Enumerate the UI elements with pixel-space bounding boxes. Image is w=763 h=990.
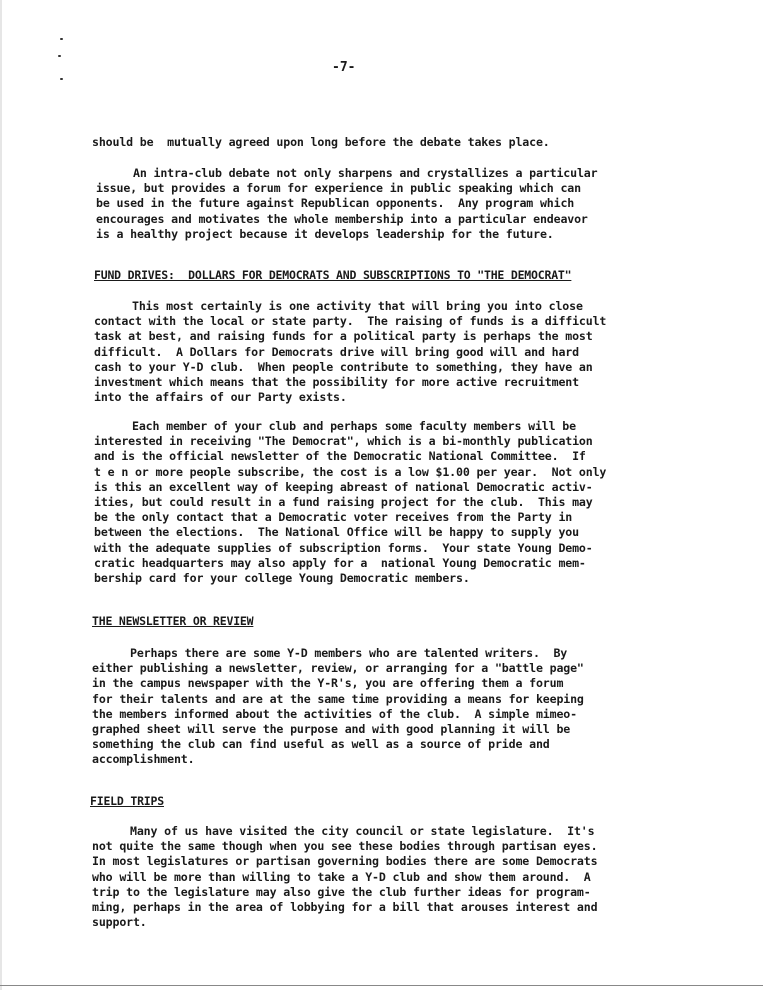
text-line: either publishing a newsletter, review, or arranging for a "battle page" xyxy=(92,661,584,676)
text-line: is a healthy project because it develops leadership for the future. xyxy=(96,226,554,241)
bottom-scan-edge xyxy=(0,985,763,986)
text-line: bership card for your college Young Democratic members. xyxy=(94,571,470,586)
text-line: Perhaps there are some Y-D members who are talented writers. By xyxy=(130,646,568,660)
text-line: into the affairs of our Party exists. xyxy=(94,390,347,405)
scan-speck xyxy=(58,55,61,57)
intra-club-paragraph xyxy=(96,166,668,242)
text-line: who will be more than willing to take a Y-D club and show them around. A xyxy=(92,869,591,884)
text-line: ities, but could result in a fund raising project for the club. This may xyxy=(94,495,593,510)
text-line: investment which means that the possibility for more active recruitment xyxy=(94,375,579,390)
text-line: ming, perhaps in the area of lobbying for a bill that arouses interest and xyxy=(92,900,598,915)
newsletter-paragraph xyxy=(92,646,664,768)
scan-speck xyxy=(60,38,63,40)
text-line: In most legislatures or partisan governing bodies there are some Democrats xyxy=(92,854,598,869)
text-line: issue, but provides a forum for experience in public speaking which can xyxy=(96,181,581,196)
fund-drives-paragraph-1 xyxy=(94,299,666,405)
text-line: be used in the future against Republican opponents. Any program which xyxy=(96,196,575,211)
text-line: with the adequate supplies of subscription forms. Your state Young Demo- xyxy=(94,540,593,555)
fund-drives-paragraph-2 xyxy=(94,419,666,586)
text-line: Each member of your club and perhaps some faculty members will be xyxy=(132,419,576,433)
section-heading: FUND DRIVES: DOLLARS FOR DEMOCRATS AND SUBSCRIPTIONS TO "THE DEMOCRAT" xyxy=(94,268,572,282)
text-line: for their talents and are at the same time providing a means for keeping xyxy=(92,691,584,706)
text-line: interested in receiving "The Democrat", which is a bi-monthly publication xyxy=(94,434,593,449)
text-line: t e n or more people subscribe, the cost is a low $1.00 per year. Not only xyxy=(94,464,607,479)
text-line: Many of us have visited the city council or state legislature. It's xyxy=(130,824,595,838)
text-line: between the elections. The National Office will be happy to supply you xyxy=(94,525,579,540)
scan-speck xyxy=(60,78,63,80)
text-line: graphed sheet will serve the purpose and with good planning it will be xyxy=(92,722,571,737)
text-line: in the campus newspaper with the Y-R's, you are offering them a forum xyxy=(92,676,564,691)
text-line: encourages and motivates the whole membership into a particular endeavor xyxy=(96,211,588,226)
text-line: cratic headquarters may also apply for a national Young Democratic mem- xyxy=(94,555,586,570)
text-line: trip to the legislature may also give the club further ideas for program- xyxy=(92,884,591,899)
field-trips-section xyxy=(90,794,662,808)
text-line: something the club can find useful as well as a source of pride and xyxy=(92,737,550,752)
text-line: should be mutually agreed upon long before the debate takes place. xyxy=(92,135,550,149)
section-heading: THE NEWSLETTER OR REVIEW xyxy=(92,614,254,628)
text-line: the members informed about the activities of the club. A simple mimeo- xyxy=(92,706,577,721)
text-line: cash to your Y-D club. When people contribute to something, they have an xyxy=(94,359,593,374)
field-trips-paragraph xyxy=(92,824,664,930)
text-line: accomplishment. xyxy=(92,752,195,767)
text-line: This most certainly is one activity that will bring you into close xyxy=(132,299,583,313)
text-line: not quite the same though when you see these bodies through partisan eyes. xyxy=(92,839,598,854)
intro-section xyxy=(92,135,664,150)
newsletter-section xyxy=(92,614,664,628)
scan-edge xyxy=(0,0,2,990)
text-line: and is the official newsletter of the Democratic National Committee. If xyxy=(94,449,586,464)
page-number: -7- xyxy=(332,60,356,75)
text-line: An intra-club debate not only sharpens and crystallizes a particular xyxy=(133,166,598,180)
text-line: support. xyxy=(92,915,147,930)
text-line: be the only contact that a Democratic voter receives from the Party in xyxy=(94,510,573,525)
text-line: task at best, and raising funds for a political party is perhaps the most xyxy=(94,329,593,344)
fund-drives-section xyxy=(94,268,666,282)
text-line: difficult. A Dollars for Democrats drive will bring good will and hard xyxy=(94,344,579,359)
text-line: contact with the local or state party. The raising of funds is a difficult xyxy=(94,314,607,329)
text-line: is this an excellent way of keeping abreast of national Democratic activ- xyxy=(94,479,593,494)
section-heading: FIELD TRIPS xyxy=(90,794,164,808)
